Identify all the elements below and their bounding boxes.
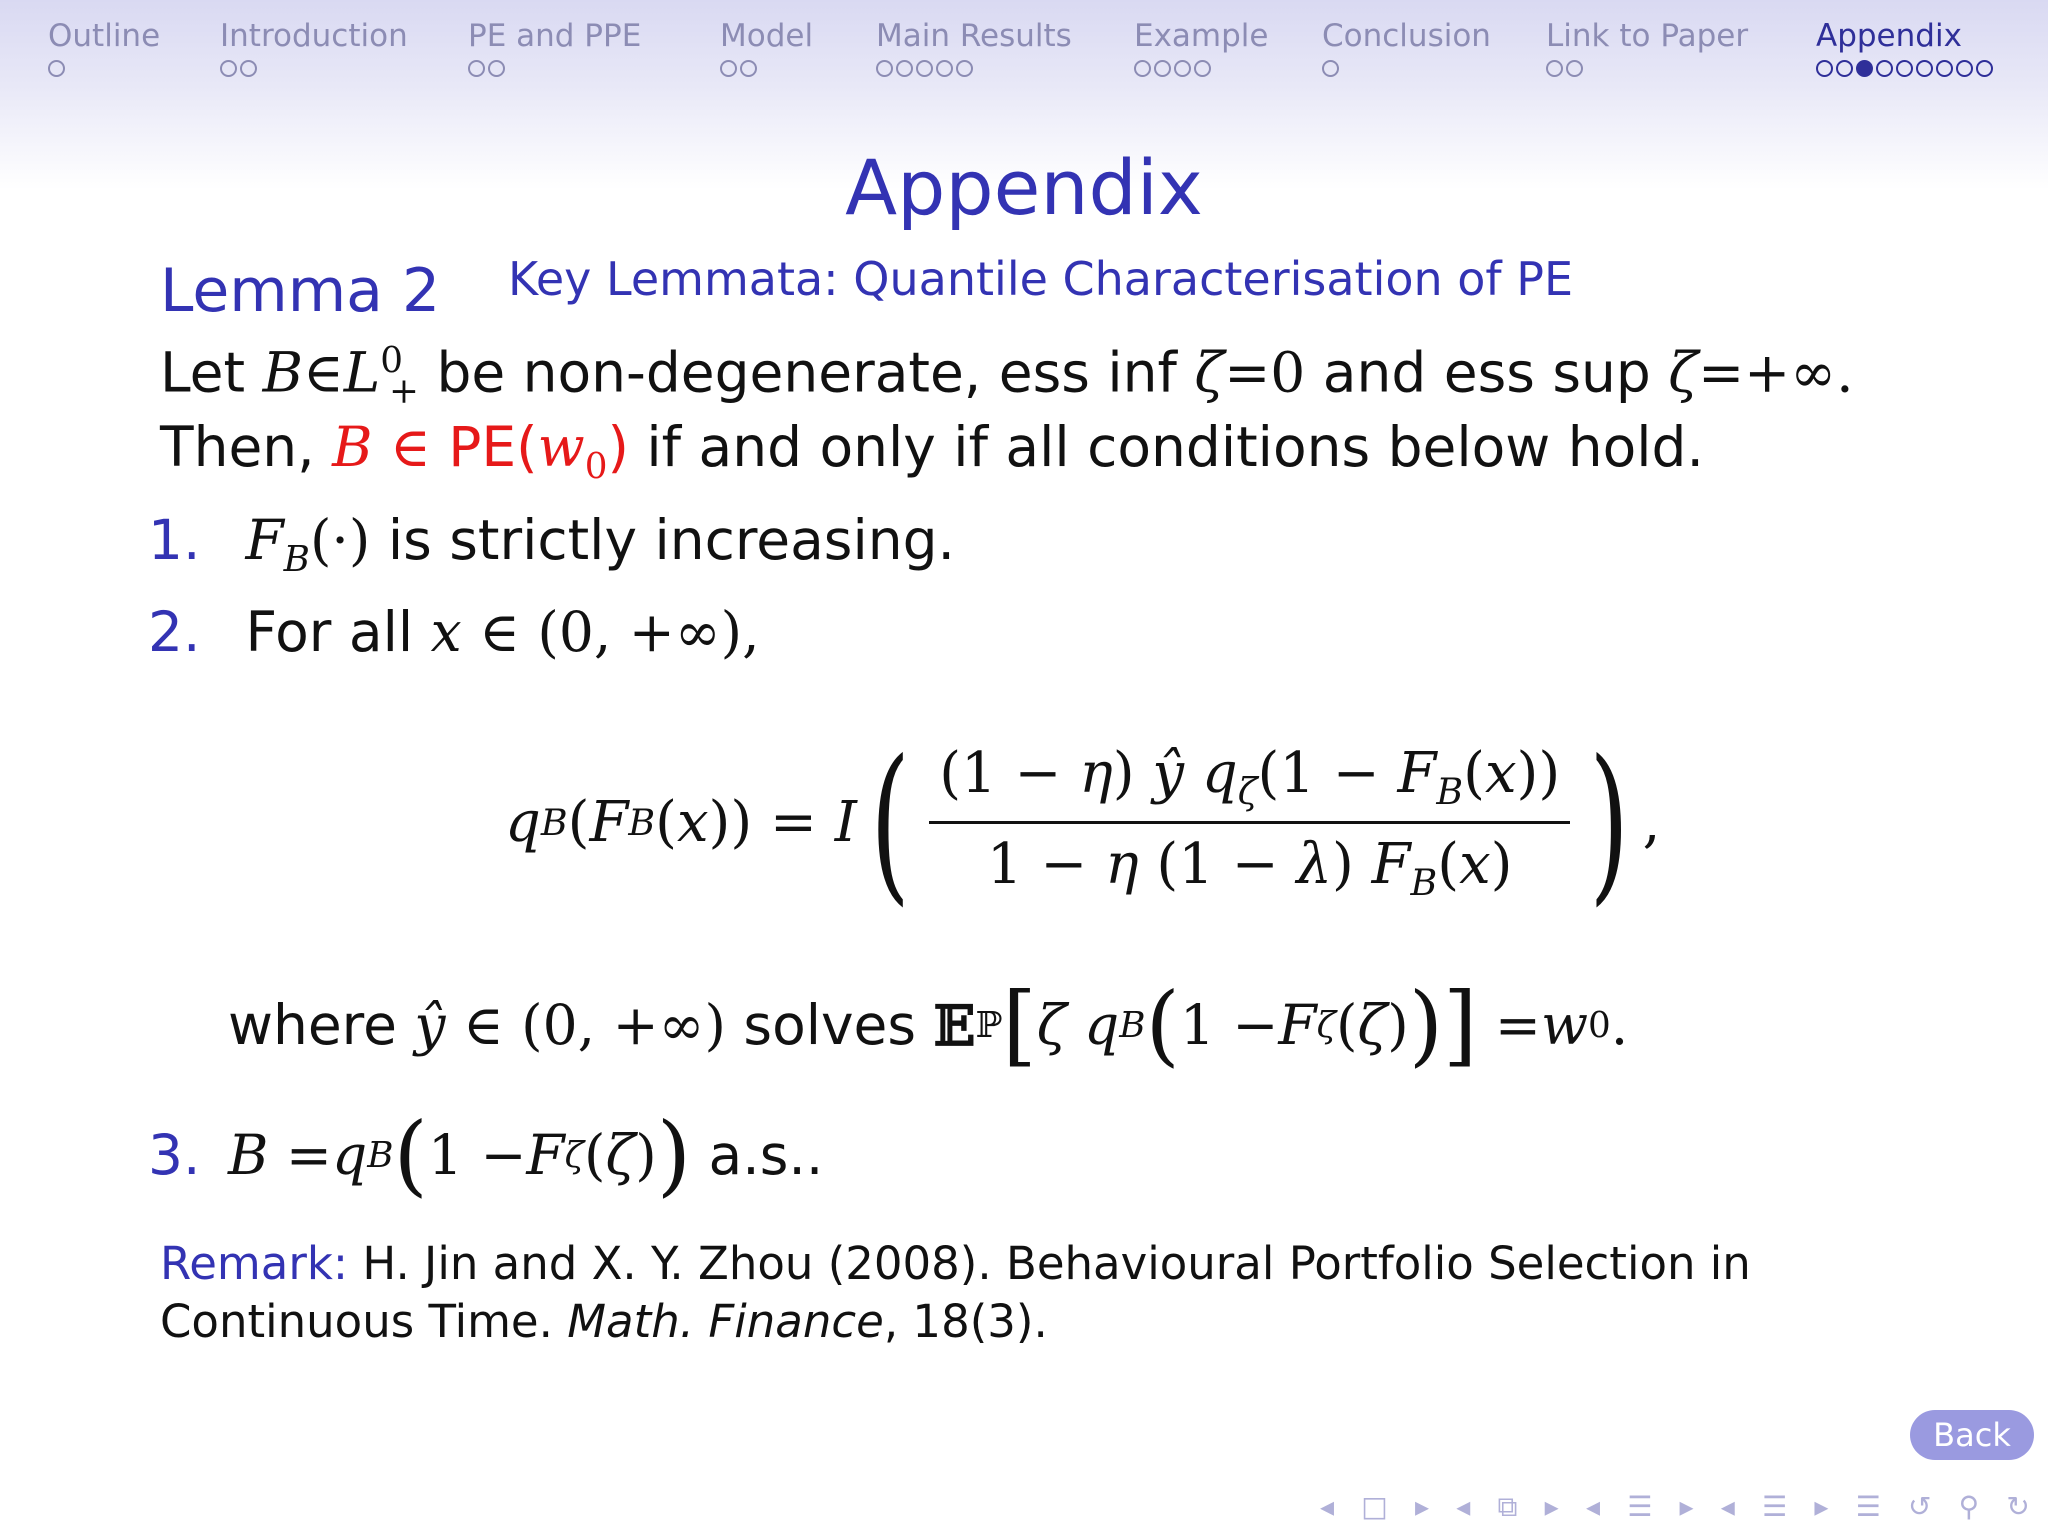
nav-section-2[interactable] <box>468 18 641 77</box>
nav-section-dots <box>468 60 641 77</box>
frame-dot[interactable] <box>876 60 893 77</box>
ess-sup-text: ess sup <box>1443 340 1651 405</box>
frame-title: Appendix <box>845 143 1203 232</box>
nav-section-label[interactable]: Outline <box>48 18 161 54</box>
nav-section-6[interactable] <box>1322 18 1491 77</box>
nav-section-dots <box>1816 60 1993 77</box>
frame-dot[interactable] <box>1976 60 1993 77</box>
nav-section-label[interactable]: PE and PPE <box>468 18 642 54</box>
item-text: For all <box>245 600 414 664</box>
nav-control-icon[interactable]: ☰ <box>1762 1490 1788 1523</box>
quantile-equation: q B ( F B ( x )) = I ( $\frac{(1 - \eta) ŷ q_\zeta(1 - F_B(x))}{1 - \eta (1 - \lambda) F_B(x)}$ ) , <box>505 723 1661 922</box>
non-degenerate-text: be non-degenerate, <box>436 340 982 405</box>
nav-control-icon[interactable]: ▸ <box>1814 1490 1829 1523</box>
ess-inf-text: ess inf <box>998 340 1177 405</box>
nav-section-8[interactable] <box>1816 18 1993 77</box>
frame-dot[interactable] <box>1956 60 1973 77</box>
frame-dot[interactable] <box>488 60 505 77</box>
nav-section-7[interactable] <box>1546 18 1748 77</box>
item-number: 2. <box>148 600 201 664</box>
nav-section-5[interactable] <box>1134 18 1269 77</box>
where-clause: where ŷ ∈ (0, +∞) solves 𝔼 ℙ [ ζ q B ( 1 − F ζ ( ζ ) ) ] = w 0 . <box>228 973 1629 1076</box>
nav-section-label[interactable]: Appendix <box>1816 18 1962 54</box>
item-number: 1. <box>148 508 201 572</box>
and-word: and <box>1322 340 1427 405</box>
condition-item-2: 2. For all x ∈ (0, +∞), <box>148 600 760 664</box>
nav-control-icon[interactable]: ◂ <box>1720 1490 1735 1523</box>
frame-dot[interactable] <box>1566 60 1583 77</box>
nav-section-label[interactable]: Main Results <box>876 18 1072 54</box>
nav-section-1[interactable] <box>220 18 408 77</box>
nav-control-icon[interactable]: ◂ <box>1585 1490 1600 1523</box>
nav-section-dots <box>720 60 813 77</box>
frame-dot[interactable] <box>48 60 65 77</box>
pe-condition: B ∈ $PE(w_0)$ <box>332 415 629 487</box>
lemma-title: Key Lemmata: Quantile Characterisation of PE <box>508 252 1574 306</box>
nav-section-4[interactable] <box>876 18 1072 77</box>
nav-control-icon[interactable]: ☰ <box>1855 1490 1881 1523</box>
lemma-conclusion-line <box>160 415 1704 487</box>
nav-section-dots <box>220 60 408 77</box>
nav-section-label[interactable]: Model <box>720 18 814 54</box>
nav-section-label[interactable]: Introduction <box>220 18 408 54</box>
back-button[interactable]: Back <box>1910 1410 2034 1460</box>
nav-control-icon[interactable]: ▸ <box>1414 1490 1429 1523</box>
frame-dot[interactable] <box>240 60 257 77</box>
nav-section-label[interactable]: Conclusion <box>1322 18 1491 54</box>
remark-journal: Math. Finance <box>567 1295 884 1348</box>
frame-dot[interactable] <box>896 60 913 77</box>
beamer-navigation-controls <box>1320 1490 2030 1524</box>
let-word: Let <box>160 340 246 405</box>
remark-label: Remark: <box>160 1237 349 1290</box>
nav-section-0[interactable] <box>48 18 160 77</box>
nav-section-dots <box>1134 60 1269 77</box>
nav-section-label[interactable]: Link to Paper <box>1546 18 1749 54</box>
nav-control-icon[interactable]: ↻ <box>2006 1490 2030 1523</box>
frame-dot[interactable] <box>1194 60 1211 77</box>
frame-dot[interactable] <box>1134 60 1151 77</box>
nav-control-icon[interactable]: ◂ <box>1320 1490 1335 1523</box>
nav-control-icon[interactable]: ▸ <box>1544 1490 1559 1523</box>
nav-control-icon[interactable]: ◂ <box>1456 1490 1471 1523</box>
then-word: Then, <box>160 415 315 479</box>
nav-control-icon[interactable]: ▸ <box>1679 1490 1694 1523</box>
remark-text: H. Jin and X. Y. Zhou (2008). Behavioural Portfolio Selection in Continuous Time. <box>160 1237 1751 1348</box>
frame-dot[interactable] <box>740 60 757 77</box>
nav-control-icon[interactable]: ⧉ <box>1497 1490 1518 1523</box>
frame-dot[interactable] <box>1856 60 1873 77</box>
nav-section-3[interactable] <box>720 18 813 77</box>
frame-dot[interactable] <box>468 60 485 77</box>
condition-item-1: 1. $F_B(\cdot)$ is strictly increasing. <box>148 508 955 580</box>
iff-text: if and only if all conditions below hold. <box>646 415 1704 479</box>
frame-dot[interactable] <box>1322 60 1339 77</box>
frame-dot[interactable] <box>1936 60 1953 77</box>
frame-dot[interactable] <box>916 60 933 77</box>
nav-section-dots <box>876 60 1072 77</box>
frame-dot[interactable] <box>1154 60 1171 77</box>
nav-control-icon[interactable]: ⚲ <box>1958 1490 1980 1523</box>
frame-dot[interactable] <box>1836 60 1853 77</box>
nav-section-dots <box>48 60 160 77</box>
lemma-hypothesis-line: Let $B\in L^0_+$ be non-degenerate, ess inf ζ=0 and ess sup ζ=+∞. <box>160 340 1854 413</box>
frame-dot[interactable] <box>1174 60 1191 77</box>
frame-dot[interactable] <box>956 60 973 77</box>
frame-dot[interactable] <box>1876 60 1893 77</box>
lemma-label: Lemma 2 <box>160 256 441 326</box>
frame-dot[interactable] <box>220 60 237 77</box>
equation-fraction: $\frac{(1 - \eta) ŷ q_\zeta(1 - F_B(x))}{1 - \eta (1 - \lambda) F_B(x)}$ <box>929 741 1570 904</box>
where-word: where <box>228 993 397 1057</box>
nav-control-icon[interactable]: ☰ <box>1627 1490 1653 1523</box>
nav-section-dots <box>1546 60 1748 77</box>
nav-control-icon[interactable]: □ <box>1361 1490 1388 1523</box>
item-text: is strictly increasing. <box>387 508 955 572</box>
remark <box>160 1235 1880 1351</box>
nav-section-dots <box>1322 60 1491 77</box>
frame-dot[interactable] <box>1916 60 1933 77</box>
frame-dot[interactable] <box>1896 60 1913 77</box>
condition-item-3: 3. B = q B ( 1 − F ζ ( ζ ) ) a.s.. <box>148 1103 824 1206</box>
frame-dot[interactable] <box>1816 60 1833 77</box>
item-text: a.s.. <box>708 1123 824 1187</box>
frame-dot[interactable] <box>1546 60 1563 77</box>
frame-dot[interactable] <box>936 60 953 77</box>
nav-section-label[interactable]: Example <box>1134 18 1269 54</box>
item-number: 3. <box>148 1123 201 1187</box>
solves-word: solves <box>743 993 917 1057</box>
remark-volume: , 18(3). <box>883 1295 1048 1348</box>
frame-dot[interactable] <box>720 60 737 77</box>
nav-control-icon[interactable]: ↺ <box>1907 1490 1932 1523</box>
